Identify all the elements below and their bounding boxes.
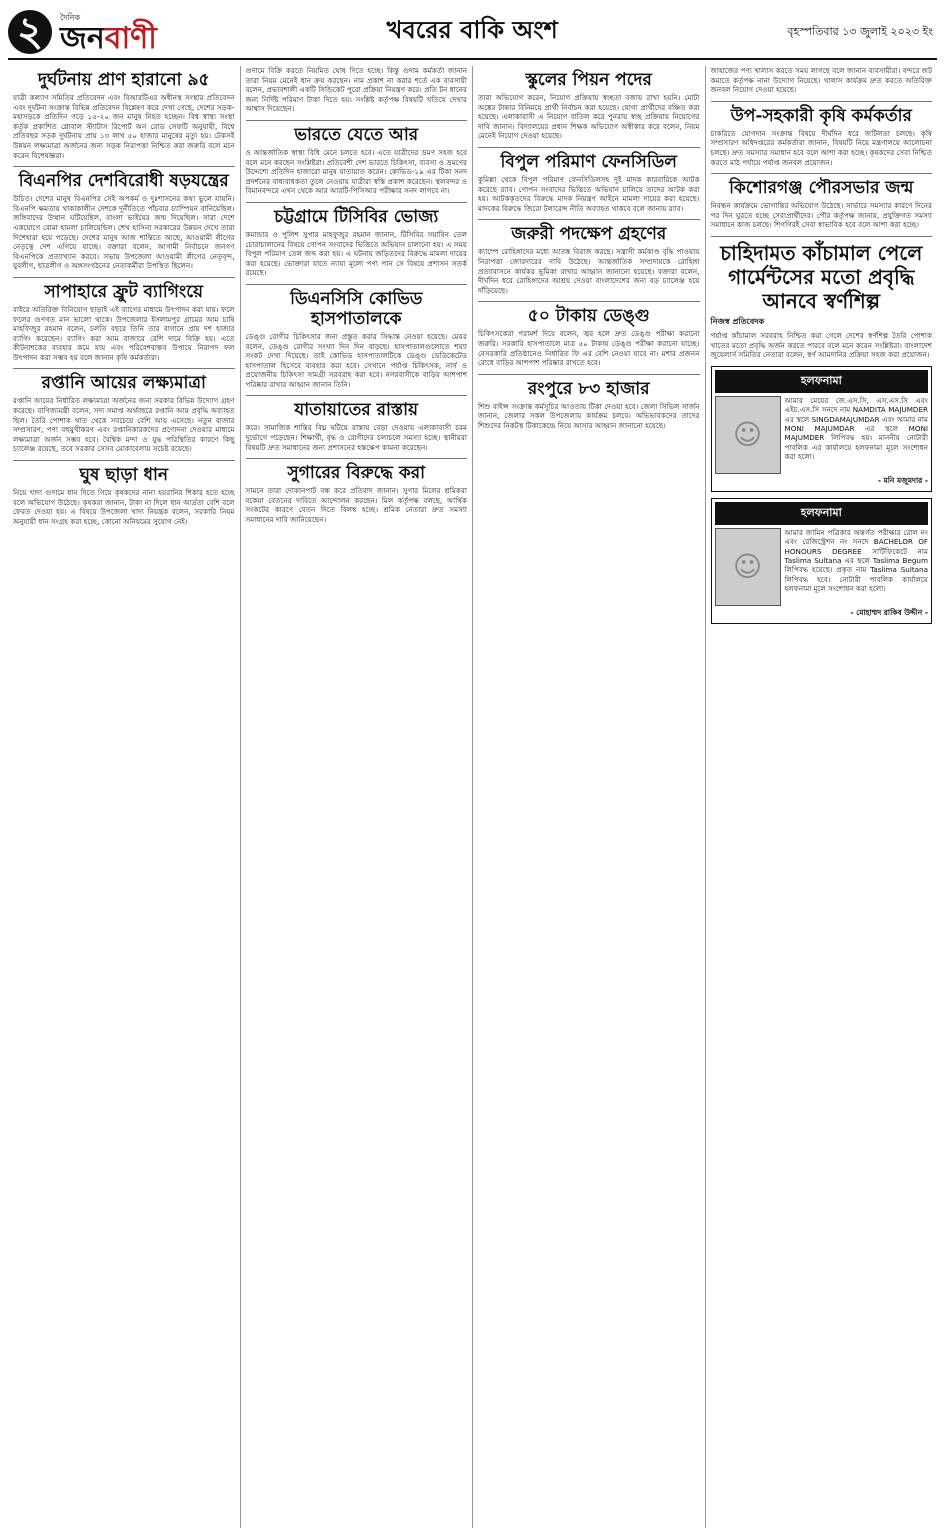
- story-body: চাকরিতে যোগদান সংক্রান্ত বিষয়ে দীর্ঘদিন ধরে জটিলতা চলছে। কৃষি সম্প্রসারণ অধিদপ্তরের কর্মকর্তারা জানান, বিষয়টি নিয়ে মন্ত্রণালয়ে আলোচনা চলছে। দ্রুত সমস্যার সমাধান হবে বলে আশা করা হচ্ছে। কৃষকদের সেবা নিশ্চিত করতে মাঠ পর্যায়ে পর্যাপ্ত জনবল প্রয়োজন।: [710, 128, 932, 167]
- story: [246, 463, 468, 524]
- story-body: ডেঙ্গু রোগীর চিকিৎসার জন্য প্রস্তুত করার সিদ্ধান্ত নেওয়া হয়েছে। মেয়র বলেন, ডেঙ্গু রোগীর সংখ্যা দিন দিন বাড়ছে। হাসপাতালগুলোতে শয্যা সংকট দেখা দিয়েছে। তাই কোভিড হাসপাতালটিকে ডেঙ্গু ডেডিকেটেড হাসপাতাল হিসেবে ব্যবহার করা হবে। সেখানে পর্যাপ্ত চিকিৎসক, নার্স ও প্রয়োজনীয় চিকিৎসা সামগ্রী সরবরাহ করা হবে। নগরবাসীকে বাড়ির আশপাশ পরিষ্কার রাখার আহ্বান জানান তিনি।: [245, 331, 467, 389]
- story: [13, 465, 235, 526]
- headline: যাতায়াতের রাস্তায়: [294, 400, 419, 421]
- divider: [478, 301, 700, 302]
- story: [246, 289, 468, 390]
- story: [478, 379, 700, 431]
- story: [711, 66, 933, 95]
- story: [711, 106, 933, 167]
- story: [13, 171, 235, 271]
- divider: [13, 460, 235, 461]
- headline: ভারতে যেতে আর: [294, 124, 419, 145]
- affidavit-ad: [711, 366, 933, 492]
- brand-daily: দৈনিক: [60, 12, 81, 22]
- story: [246, 400, 468, 452]
- story-body: করে। সামাজিক শান্তির বিঘ্ন ঘটিয়ে রাস্তায় বেড়া দেওয়ায় এলাকাবাসী চরম দুর্ভোগে পড়েছেন। শিক্ষার্থী, বৃদ্ধ ও রোগীদের চলাচলে সমস্যা হচ্ছে। স্থানীয়রা বিষয়টি দ্রুত সমাধানের জন্য প্রশাসনের হস্তক্ষেপ কামনা করেছেন।: [245, 423, 467, 452]
- story: [711, 178, 933, 230]
- story: [246, 66, 468, 114]
- divider: [246, 120, 468, 121]
- classified-ads: [711, 366, 933, 624]
- divider: [246, 202, 468, 203]
- headline: রপ্তানি আয়ের লক্ষ্যমাত্রা: [41, 373, 206, 394]
- story-body: জাহাজের পণ্য খালাস করতে সময় লাগছে বলে জানান ব্যবসায়ীরা। বন্দরে জট কমাতে কর্তৃপক্ষ নানা উদ্যোগ নিয়েছে। খালাস কার্যক্রম দ্রুত করতে অতিরিক্ত জনবল নিয়োগ দেওয়া হয়েছে।: [710, 66, 932, 95]
- divider: [246, 458, 468, 459]
- portrait-photo: [715, 528, 781, 606]
- divider: [13, 277, 235, 278]
- divider: [711, 101, 933, 102]
- divider: [478, 147, 700, 148]
- headline: স্কুলের পিয়ন পদের: [525, 70, 652, 90]
- columns: [8, 66, 937, 1528]
- story-body: ক্যাম্পে রোহিঙ্গাদের মধ্যে আতঙ্ক বিরাজ করছে। সন্ত্রাসী কর্মকাণ্ড বৃদ্ধি পাওয়ায় নিরাপত্তা জোরদারের দাবি উঠেছে। আন্তর্জাতিক সম্প্রদায়কে রোহিঙ্গা প্রত্যাবাসনে কার্যকর ভূমিকা রাখার আহ্বান জানানো হয়েছে। বক্তারা বলেন, দীর্ঘদিন ধরে রোহিঙ্গাদের আশ্রয় দেওয়া বাংলাদেশের জন্য বড় চ্যালেঞ্জ হয়ে দাঁড়িয়েছে।: [478, 247, 700, 295]
- story: [711, 241, 933, 360]
- story-body: পর্যাপ্ত কাঁচামাল সরবরাহ নিশ্চিত করা গেলে দেশের স্বর্ণশিল্প তৈরি পোশাক খাতের মতো প্রবৃদ্ধি অর্জন করতে পারবে বলে মনে করেন সংশ্লিষ্টরা। বাংলাদেশ জুয়েলার্স সমিতির নেতারা বলেন, স্বর্ণ আমদানির প্রক্রিয়া সহজ করা প্রয়োজন।: [710, 330, 932, 360]
- headline: জরুরী পদক্ষেপ গ্রহণের: [511, 224, 667, 245]
- story: [478, 306, 700, 367]
- ad-title: হলফনামা: [715, 370, 929, 393]
- ad-title: হলফনামা: [715, 502, 929, 525]
- column-1: [8, 66, 241, 1528]
- portrait-photo: [715, 396, 781, 474]
- story: [478, 224, 700, 295]
- story-body: নিবন্ধন কার্যক্রমে ভোগান্তির অভিযোগ উঠেছে। সার্ভারে সমস্যার কারণে দিনের পর দিন ঘুরতে হচ্ছে সেবাপ্রার্থীদের। পৌর কর্তৃপক্ষ জানায়, প্রযুক্তিগত সমস্যা সমাধানে কাজ চলছে। শিগগিরই সেবা স্বাভাবিক হবে বলে আশা করা হচ্ছে।: [710, 201, 932, 230]
- ad-body: [715, 528, 929, 606]
- headline: কিশোরগঞ্জ পৌরসভার জন্ম: [729, 178, 914, 199]
- ad-signature: - মোহাম্মদ রাকিব উদ্দীন -: [850, 607, 928, 617]
- person-icon: ☺: [732, 550, 763, 584]
- ad-signature: - মনি মজুমদার -: [877, 475, 928, 485]
- page-number: ২: [8, 10, 52, 54]
- story-body: নিয়ে খাদ্য গুদামে ধান দিতে গিয়ে কৃষকদের নানা হয়রানির শিকার হতে হচ্ছে বলে অভিযোগ উঠেছে। কৃষকরা জানান, টাকা না দিলে ধান আর্দ্রতা বেশি বলে ফেরত দেওয়া হয়। এ বিষয়ে উপজেলা খাদ্য নিয়ন্ত্রক বলেন, সরকারি নিয়ম অনুযায়ী ধান সংগ্রহ করা হচ্ছে, কোনো অনিয়মের সুযোগ নেই।: [13, 488, 235, 526]
- story: [478, 70, 700, 141]
- story-body: সামনে তারা দোকানপাট বন্ধ করে প্রতিবাদ জানান। সুগার মিলের শ্রমিকরা বকেয়া বেতনের দাবিতে আন্দোলন করছেন। মিল কর্তৃপক্ষ বলছে, আর্থিক সংকটের কারণে বেতন দিতে বিলম্ব হচ্ছে। শ্রমিক নেতারা দ্রুত সমস্যা সমাধানের দাবি জানিয়েছেন।: [245, 486, 467, 525]
- ad-text: আমার জামিন পত্রিকার অন্তর্গত পরীক্ষার রোল নং এবং রেজিস্ট্রেশন নং সনদে BACHELOR OF HONOURS DEGREE সার্টিফিকেটে নাম Taslima Sultana এর স্থলে Taslima Begum লিপিবদ্ধ হয়েছে। প্রকৃত নাম Taslima Sultana লিপিবদ্ধ হবে। নোটারী পাবলিক কার্যালয়ে হলফনামা মূলে সংশোধন করা হলো।: [784, 527, 928, 594]
- headline: রংপুরে ৮৩ হাজার: [527, 378, 650, 399]
- headline: ডিএনসিসি কোভিড হাসপাতালকে: [290, 288, 423, 329]
- headline: উপ-সহকারী কৃষি কর্মকর্তার: [730, 105, 912, 126]
- divider: [246, 395, 468, 396]
- headline: ৫০ টাকায় ডেঙ্গু: [527, 306, 650, 327]
- story-body: গুদামে বিক্রি করতে নিয়মিত ঘোষ দিতে হচ্ছে। কিন্তু গুদাম কর্মকর্তা জানান তারা নিয়ম মেনেই ধান ক্রয় করছেন। নাম প্রকাশ না করার শর্তে এক ব্যবসায়ী বলেন, প্রভাবশালী একটি সিন্ডিকেট পুরো প্রক্রিয়া নিয়ন্ত্রণ করে। প্রতি টন ধানের জন্য নির্দিষ্ট পরিমাণ টাকা দিতে হয়। সংশ্লিষ্ট কর্তৃপক্ষ বিষয়টি খতিয়ে দেখার আশ্বাস দিয়েছেন।: [245, 66, 467, 114]
- story-body: রপ্তানি আয়ের নির্ধারিত লক্ষ্যমাত্রা অর্জনের জন্য সরকার বিভিন্ন উদ্যোগ গ্রহণ করেছে। বাণিজ্যমন্ত্রী বলেন, সদ্য সমাপ্ত অর্থবছরে রপ্তানি আয় প্রবৃদ্ধি অব্যাহত ছিল। তৈরি পোশাক খাত থেকে সবচেয়ে বেশি আয় এসেছে। নতুন বাজার সম্প্রসারণ, পণ্য বহুমুখীকরণ এবং রপ্তানিকারকদের প্রণোদনা দেওয়ার মাধ্যমে লক্ষ্যমাত্রা অর্জন সম্ভব হবে। বৈশ্বিক মন্দা ও যুদ্ধ পরিস্থিতির কারণে কিছু চ্যালেঞ্জ রয়েছে, তবে সরকার সেসব মোকাবেলায় সচেষ্ট রয়েছে।: [13, 396, 235, 454]
- story-body: যাত্রী কল্যাণ সমিতির প্রতিবেদন এবং বিআরটিএর অধীনস্থ সংস্থার প্রতিবেদন এবং দুর্ঘটনা সংক্রান্ত বিভিন্ন প্রতিবেদন বিশ্লেষণ করে দেখা গেছে, দেশের সড়ক-মহাসড়কে প্রতিদিন গড়ে ১৫-২০ জন মানুষ নিহত হচ্ছেন। বিশ্ব স্বাস্থ্য সংস্থা কর্তৃক প্রকাশিত গ্লোবাল স্ট্যাটাস রিপোর্ট অন রোড সেফটি অনুযায়ী, বিশ্বে প্রতিবছর সড়ক দুর্ঘটনায় প্রায় ১৩ লাখ ৫০ হাজার মানুষের মৃত্যু হয়। টেকসই উন্নয়ন লক্ষ্যমাত্রা অর্জনের জন্য সড়ক নিরাপত্তা নিশ্চিত করা জরুরি বলে মনে করেন বিশেষজ্ঞরা।: [13, 93, 235, 160]
- story: [13, 373, 235, 454]
- brand: [60, 12, 157, 56]
- story: [13, 282, 235, 363]
- headline: সুগারের বিরুদ্ধে করা: [287, 463, 425, 484]
- story-body: চিকিৎসকেরা পরামর্শ দিয়ে বলেন, জ্বর হলে দ্রুত ডেঙ্গু পরীক্ষা করানো জরুরি। সরকারি হাসপাতালে মাত্র ৫০ টাকায় ডেঙ্গু পরীক্ষা করানো যাচ্ছে। বেসরকারি প্রতিষ্ঠানেও নির্ধারিত ফি এর বেশি নেওয়া যাবে না। মশার প্রজনন রোধে বাড়ির আশপাশ পরিষ্কার রাখতে হবে।: [478, 329, 700, 368]
- divider: [711, 173, 933, 174]
- story: [246, 125, 468, 196]
- headline: বিপুল পরিমাণ ফেনসিডিল: [500, 151, 677, 172]
- story-body: ও আন্তর্জাতিক স্বাস্থ্য বিধি মেনে চলতে হবে। এতে যাত্রীদের ভ্রমণ সহজ হবে বলে মনে করছেন সংশ্লিষ্টরা। প্রতিবেশী দেশ ভারতে চিকিৎসা, ব্যবসা ও ভ্রমণের উদ্দেশ্যে প্রতিদিন হাজারো মানুষ যাতায়াত করেন। কোভিড-১৯ এর টিকা সনদ প্রদর্শনের বাধ্যবাধকতা তুলে নেওয়ায় যাত্রীরা স্বস্তি প্রকাশ করেছেন। স্থলবন্দর ও বিমানবন্দরে এখন থেকে আর আরটি-পিসিআর পরীক্ষার সনদ লাগবে না।: [245, 147, 467, 196]
- story-body: বাইরে অতিরিক্ত বিনিয়োগ ছাড়াই এই ব্যাগের মাধ্যমে উৎপাদন করা যায়। ফলে ফলের গুণগত মান ভালো থাকে। উপজেলার ইসলামপুর গ্রামের আম চাষি মাহফিজুর রহমান বলেন, চলতি বছরে তিনি তার বাগানে প্রায় দশ হাজার ব্যাগিং করেছেন। ব্যাগিং করা আম বাজারে বেশি দামে বিক্রি হয়। এতে কীটনাশকের ব্যবহার কমে যায় এবং পরিবেশবান্ধব উপায়ে নিরাপদ ফল উৎপাদন করা সম্ভব হয় বলে জানান কৃষি কর্মকর্তারা।: [13, 304, 235, 362]
- masthead: [8, 6, 937, 60]
- affidavit-ad: [711, 498, 933, 624]
- story-body: উচিত। দেশের মানুষ বিএনপির সেই অপকর্ম ও দুঃশাসনের কথা ভুলে যায়নি। বিএনপি ক্ষমতায় থাকাকালীন দেশকে দুর্নীতিতে পাঁচবার চ্যাম্পিয়ন বানিয়েছিল। জঙ্গিবাদের উত্থান ঘটিয়েছিল, বাংলা ভাইয়ের জন্ম দিয়েছিল। সারা দেশে একযোগে বোমা হামলা চালিয়েছিল। শেখ হাসিনা সরকারের উন্নয়ন দেখে তারা দিশেহারা হয়ে পড়েছে। দেশের মানুষ আজ শান্তিতে আছে, আওয়ামী লীগের নেতৃত্বে দেশ এগিয়ে যাচ্ছে। বক্তারা বলেন, আগামী নির্বাচনে জনগণ বিএনপিকে প্রত্যাখ্যান করবে। সভায় উপজেলা আওয়ামী লীগের নেতৃবৃন্দ, যুবলীগ, ছাত্রলীগ ও অঙ্গসংগঠনের নেতাকর্মীরা উপস্থিত ছিলেন।: [13, 194, 235, 271]
- divider: [478, 219, 700, 220]
- column-4-stories: [711, 66, 933, 360]
- section-title: খবরের বাকি অংশ: [386, 15, 558, 44]
- column-2: [241, 66, 474, 1528]
- story: [246, 207, 468, 278]
- headline: বিএনপির দেশবিরোধী ষড়যন্ত্রের: [18, 171, 229, 192]
- story-body: শিশু বাইপ্স সংক্রান্ত কর্মসূচির আওতায় টিকা দেওয়া হবে। জেলা সিভিল সার্জন জানান, জেলার সকল উপজেলায় কার্যক্রম চলবে। অভিভাবকদের তাদের শিশুদের নিকটস্থ টিকাকেন্দ্রে নিয়ে আসার আহ্বান জানানো হয়েছে।: [478, 401, 700, 430]
- headline: সাপাহারে ফ্রুট ব্যাগিংয়ে: [44, 281, 204, 302]
- dateline: বৃহস্পতিবার ১৩ জুলাই ২০২৩ ইং: [787, 24, 933, 38]
- byline: নিজস্ব প্রতিবেদক: [710, 316, 765, 326]
- story-body: কুমিল্লা থেকে বিপুল পরিমাণ ফেনসিডিলসহ দুই মাদক কারবারিকে আটক করেছে র‍্যাব। গোপন সংবাদের ভিত্তিতে অভিযান চালিয়ে তাদের আটক করা হয়। আটককৃতদের বিরুদ্ধে মাদক নিয়ন্ত্রণ আইনে মামলা দায়ের করা হয়েছে। মাদকের বিরুদ্ধে জিরো টলারেন্স নীতি অব্যাহত থাকবে বলে জানায় র‍্যাব।: [478, 174, 700, 213]
- headline: দুর্ঘটনায় প্রাণ হারানো ৯৫: [37, 70, 210, 90]
- divider: [246, 284, 468, 285]
- divider: [478, 374, 700, 375]
- headline: চাহিদামত কাঁচামাল পেলে গার্মেন্টসের মতো প্রবৃদ্ধি আনবে স্বর্ণশিল্প: [720, 240, 923, 313]
- newspaper-logo: জনবাণী: [60, 20, 157, 56]
- divider: [711, 236, 933, 237]
- divider: [13, 166, 235, 167]
- divider: [13, 368, 235, 369]
- story: [13, 70, 235, 160]
- ad-text: আমার মেয়ের জে.এস.সি, এস.এস.সি এবং এইচ.এস.সি সনদে নাম NAMDITA MAJUMDER এর স্থলে SINGDAMAJUMDAR এবং আমার নাম MONI MAJUMDAR এর স্থলে MONI MAJUMDER লিপিবদ্ধ হয়। মাননীয় নোটারী পাবলিক এর কার্যালয়ে হলফনামা মূলে সংশোধন করা হলো।: [784, 395, 928, 462]
- column-4: [706, 66, 938, 1528]
- headline: চট্টগ্রামে টিসিবির ভোজ্য: [274, 206, 439, 227]
- story-body: তারা অভিযোগ করেন, নিয়োগ প্রক্রিয়ায় স্বচ্ছতা বজায় রাখা হয়নি। মোটা অঙ্কের টাকার বিনিময়ে প্রার্থী নির্বাচন করা হয়েছে। যোগ্য প্রার্থীদের বঞ্চিত করা হয়েছে। এলাকাবাসী এ নিয়োগ বাতিল করে পুনরায় স্বচ্ছ প্রক্রিয়ায় নিয়োগের দাবি জানান। বিদ্যালয়ের প্রধান শিক্ষক অভিযোগ অস্বীকার করে বলেন, নিয়ম মেনেই নিয়োগ দেওয়া হয়েছে।: [478, 93, 700, 141]
- ad-body: [715, 396, 929, 474]
- story-body: কমান্ডার ও পুলিশ সুপার মাহফুজুর রহমান জানান, টিসিবির সয়াবিন তেল চোরাচালানের বিষয়ে গোপন সংবাদের ভিত্তিতে অভিযান চালানো হয়। এ সময় বিপুল পরিমাণ তেল জব্দ করা হয়। এ ঘটনায় জড়িতদের বিরুদ্ধে মামলা দায়ের করা হয়েছে। ভোক্তারা যাতে ন্যায্য মূল্যে পণ্য পান সে বিষয়ে প্রশাসন সতর্ক রয়েছে।: [245, 229, 467, 278]
- story: [478, 152, 700, 213]
- column-3: [473, 66, 706, 1528]
- person-icon: ☺: [732, 418, 763, 452]
- headline: ঘুষ ছাড়া ধান: [79, 465, 169, 486]
